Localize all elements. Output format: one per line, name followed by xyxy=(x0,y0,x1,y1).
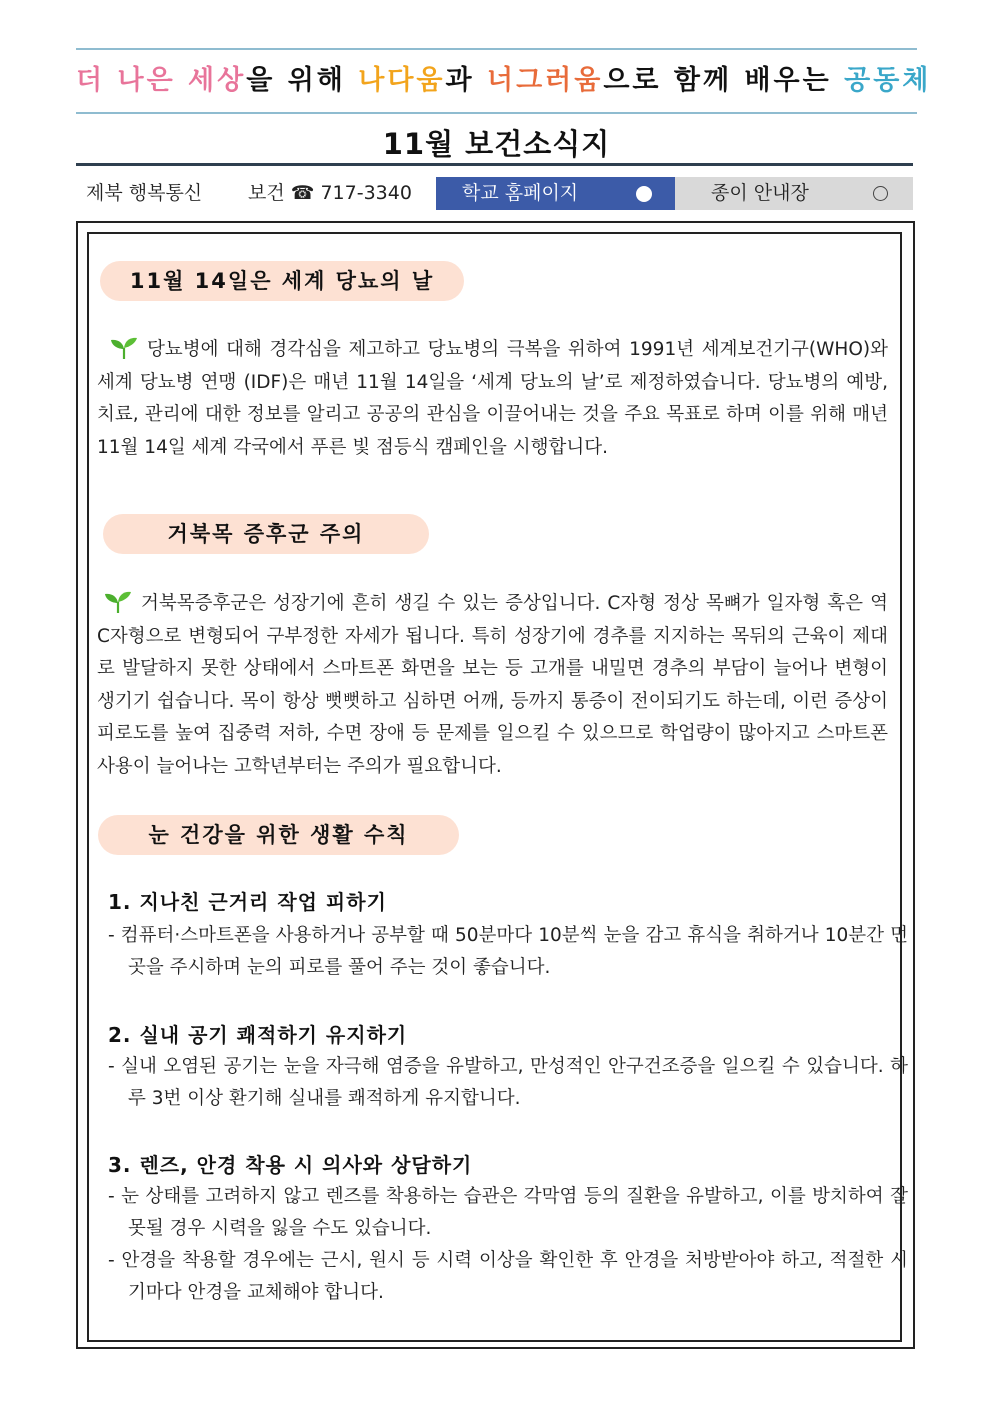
rule-title-3: 3. 렌즈, 안경 착용 시 의사와 상담하기 xyxy=(108,1153,473,1177)
sprout-icon xyxy=(107,337,141,359)
slogan-part: 너그러움 xyxy=(487,65,604,96)
rule-title-2: 2. 실내 공기 쾌적하기 유지하기 xyxy=(108,1023,408,1047)
paper-notice-label: 종이 안내장 xyxy=(711,182,809,204)
slogan-banner xyxy=(76,48,932,114)
page-title: 11월 보건소식지 xyxy=(382,127,611,161)
paper-notice-option[interactable] xyxy=(675,177,913,210)
slogan-part: 을 위해 xyxy=(246,65,359,96)
filled-circle-icon xyxy=(636,186,652,202)
turtle-neck-body: 거북목증후군은 성장기에 흔히 생길 수 있는 증상입니다. C자형 정상 목뼈가 일자형 혹은 역 C자형으로 변형되어 구부정한 자세가 됩니다. 특히 성장기에 경추를 지지하는 목뒤의 근육이 제대로 발달하지 못한 상태에서 스마트폰 화면을 보는 등 고개를 내밀면 경추의 부담이 늘어나 변형이 생기기 쉽습니다. 목이 항상 뻣뻣하고 심하면 어깨, 등까지 통증이 전이되기도 하는데, 이런 증상이 피로도를 높여 집중력 저하, 수면 장애 등 문제를 일으킬 수 있으므로 학업량이 많아지고 스마트폰 사용이 늘어나는 고학년부터는 주의가 필요합니다. xyxy=(97,593,888,777)
empty-circle-icon xyxy=(873,186,888,201)
slogan-part: 으로 xyxy=(603,65,674,96)
slogan-part: 함께 배우는 xyxy=(673,65,845,96)
section-heading-turtle-neck: 거북목 증후군 주의 xyxy=(103,514,429,554)
info-row xyxy=(76,177,913,210)
section-heading-diabetes: 11월 14일은 세계 당뇨의 날 xyxy=(100,261,464,301)
slogan-part: 나다움 xyxy=(358,65,446,96)
homepage-label: 학교 홈페이지 xyxy=(462,182,579,204)
diabetes-paragraph xyxy=(97,334,888,464)
rule-2-bullet-1: - 실내 오염된 공기는 눈을 자극해 염증을 유발하고, 만성적인 안구건조증을 일으킬 수 있습니다. 하루 3번 이상 환기해 실내를 쾌적하게 유지합니다. xyxy=(108,1056,908,1109)
rule-title-1: 1. 지나친 근거리 작업 피하기 xyxy=(108,890,387,914)
turtle-neck-paragraph xyxy=(97,588,888,783)
rule-3-bullet-1: - 눈 상태를 고려하지 않고 렌즈를 착용하는 습관은 각막염 등의 질환을 유발하고, 이를 방치하여 잘못될 경우 시력을 잃을 수도 있습니다. xyxy=(108,1186,908,1239)
diabetes-body: 당뇨병에 대해 경각심을 제고하고 당뇨병의 극복을 위하여 1991년 세계보건기구(WHO)와 세계 당뇨병 연맹 (IDF)은 매년 11월 14일을 ‘세계 당뇨의 날’로 제정하였습니다. 당뇨병의 예방, 치료, 관리에 대한 정보를 알리고 공공의 관심을 이끌어내는 것을 주요 목표로 하며 이를 위해 매년 11월 14일 세계 각국에서 푸른 빛 점등식 캠페인을 시행합니다. xyxy=(97,339,888,458)
slogan-part: 더 나은 세상 xyxy=(76,65,247,96)
slogan-text xyxy=(76,50,932,112)
slogan-part: 공동체 xyxy=(844,65,932,96)
school-name: 제북 행복통신 xyxy=(86,182,203,204)
slogan-part: 과 xyxy=(445,65,487,96)
homepage-option[interactable] xyxy=(436,177,675,210)
title-divider xyxy=(76,163,913,166)
health-contact: 보건 ☎ 717-3340 xyxy=(248,182,412,204)
rule-3-bullet-2: - 안경을 착용할 경우에는 근시, 원시 등 시력 이상을 확인한 후 안경을 처방받아야 하고, 적절한 시기마다 안경을 교체해야 합니다. xyxy=(108,1250,908,1303)
sprout-icon xyxy=(101,591,135,613)
section-heading-eye-health: 눈 건강을 위한 생활 수칙 xyxy=(98,815,459,855)
rule-1-bullet-1: - 컴퓨터·스마트폰을 사용하거나 공부할 때 50분마다 10분씩 눈을 감고 휴식을 취하거나 10분간 먼 곳을 주시하며 눈의 피로를 풀어 주는 것이 좋습니다. xyxy=(108,925,908,978)
